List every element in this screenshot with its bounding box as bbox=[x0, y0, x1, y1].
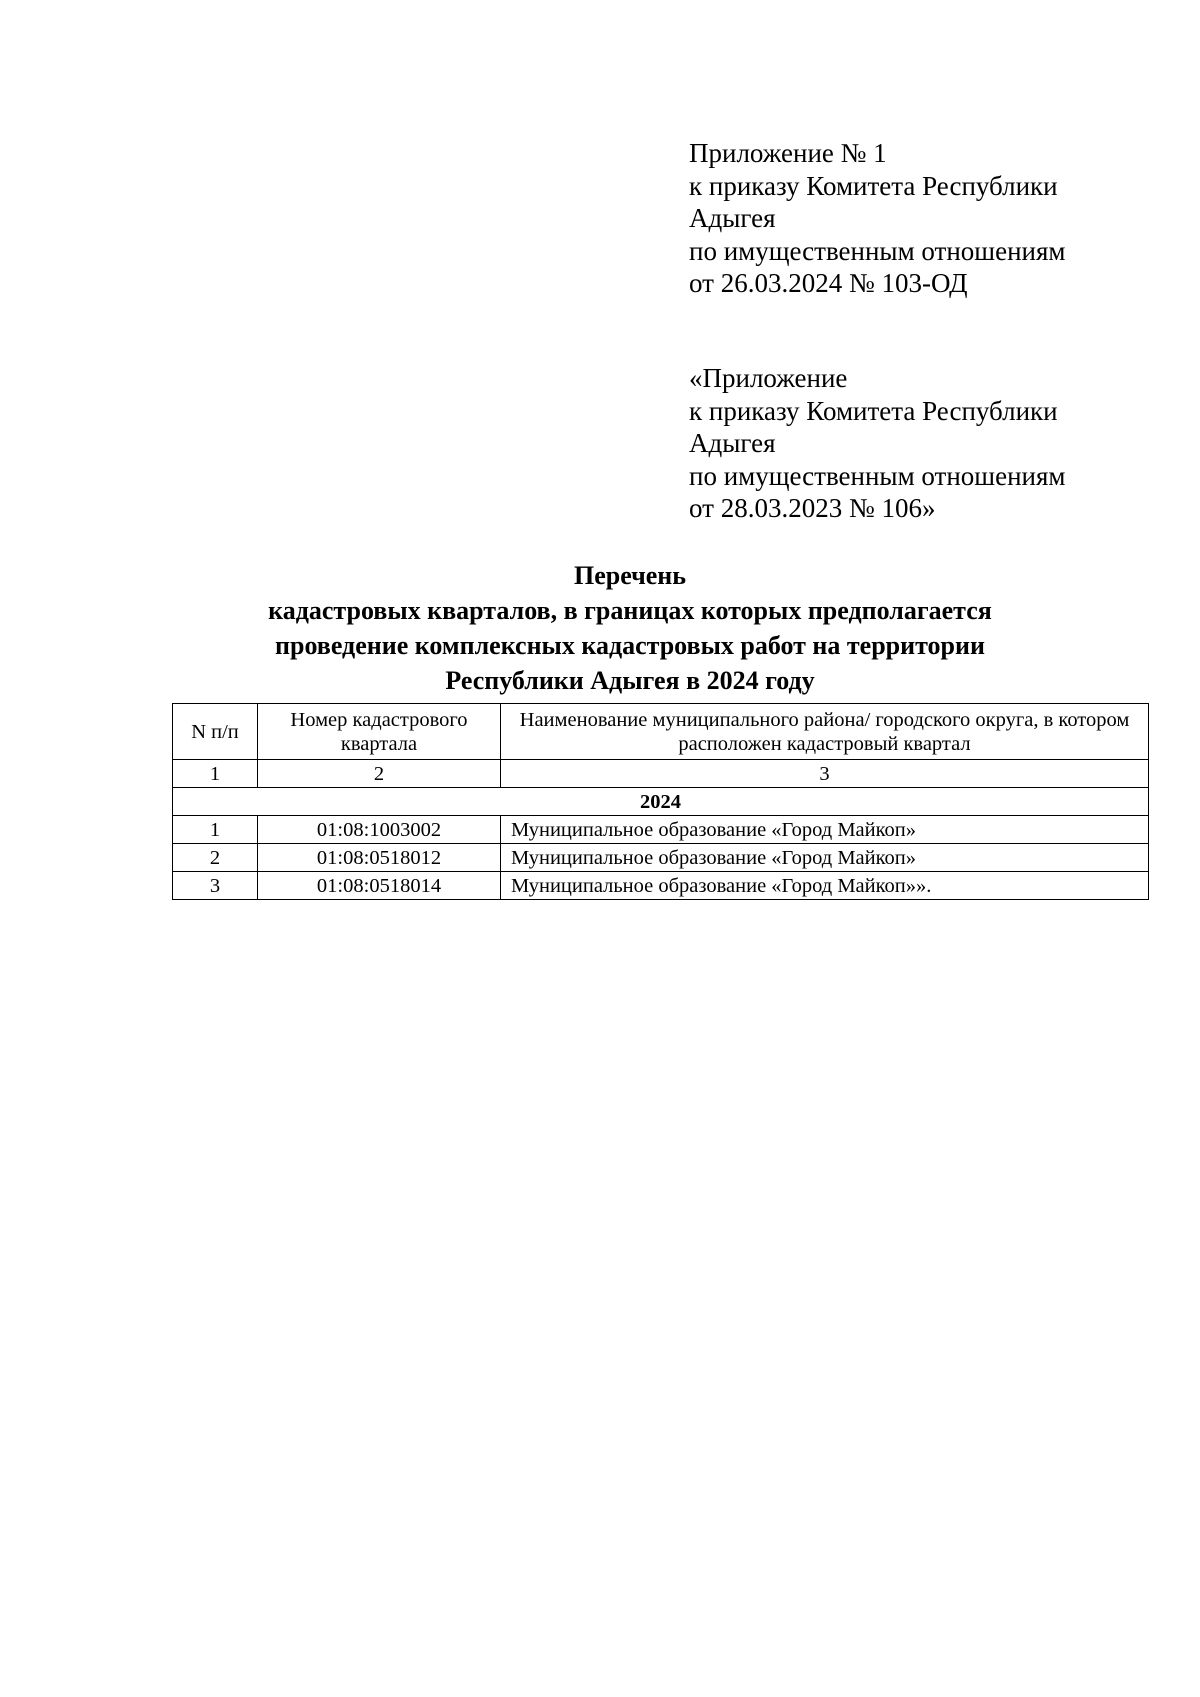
header-num: N п/п bbox=[173, 704, 258, 760]
row-cadastral: 01:08:1003002 bbox=[258, 816, 501, 844]
row-num: 3 bbox=[173, 872, 258, 900]
header-municipality: Наименование муниципального района/ городского округа, в котором расположен кадастровый квартал bbox=[501, 704, 1149, 760]
cadastral-quarters-table bbox=[172, 703, 1149, 900]
title-line: Перечень bbox=[573, 561, 687, 590]
row-municipality: Муниципальное образование «Город Майкоп»». bbox=[501, 872, 1149, 900]
row-municipality: Муниципальное образование «Город Майкоп» bbox=[501, 816, 1149, 844]
appendix-header-amended bbox=[689, 362, 1169, 525]
section-year: 2024 bbox=[173, 788, 1149, 816]
index-cell: 2 bbox=[258, 760, 501, 788]
appendix-line: Адыгея bbox=[689, 203, 776, 233]
row-num: 2 bbox=[173, 844, 258, 872]
row-cadastral: 01:08:0518014 bbox=[258, 872, 501, 900]
table-section-row bbox=[173, 788, 1149, 816]
appendix-line: «Приложение bbox=[689, 363, 848, 393]
title-line: кадастровых кварталов, в границах которых предполагается bbox=[268, 596, 992, 625]
index-cell: 3 bbox=[501, 760, 1149, 788]
row-num: 1 bbox=[173, 816, 258, 844]
appendix-header-current bbox=[689, 137, 1169, 300]
document-title bbox=[172, 558, 1088, 698]
appendix-line: от 28.03.2023 № 106» bbox=[689, 493, 936, 523]
appendix-line: Адыгея bbox=[689, 428, 776, 458]
row-cadastral: 01:08:0518012 bbox=[258, 844, 501, 872]
appendix-line: по имущественным отношениям bbox=[689, 460, 1066, 491]
appendix-line: к приказу Комитета Республики bbox=[689, 170, 1058, 201]
appendix-line: Приложение № 1 bbox=[689, 138, 887, 168]
table-header-row bbox=[173, 704, 1149, 760]
header-cadastral: Номер кадастрового квартала bbox=[258, 704, 501, 760]
index-cell: 1 bbox=[173, 760, 258, 788]
title-line: проведение комплексных кадастровых работ на территории bbox=[275, 631, 985, 660]
appendix-line: по имущественным отношениям bbox=[689, 235, 1066, 266]
appendix-line: от 26.03.2024 № 103-ОД bbox=[689, 268, 968, 298]
appendix-line: к приказу Комитета Республики bbox=[689, 395, 1058, 426]
table-row bbox=[173, 844, 1149, 872]
title-line: Республики Адыгея в 2024 году bbox=[445, 666, 815, 695]
row-municipality: Муниципальное образование «Город Майкоп» bbox=[501, 844, 1149, 872]
table-index-row bbox=[173, 760, 1149, 788]
table-row bbox=[173, 872, 1149, 900]
table-row bbox=[173, 816, 1149, 844]
